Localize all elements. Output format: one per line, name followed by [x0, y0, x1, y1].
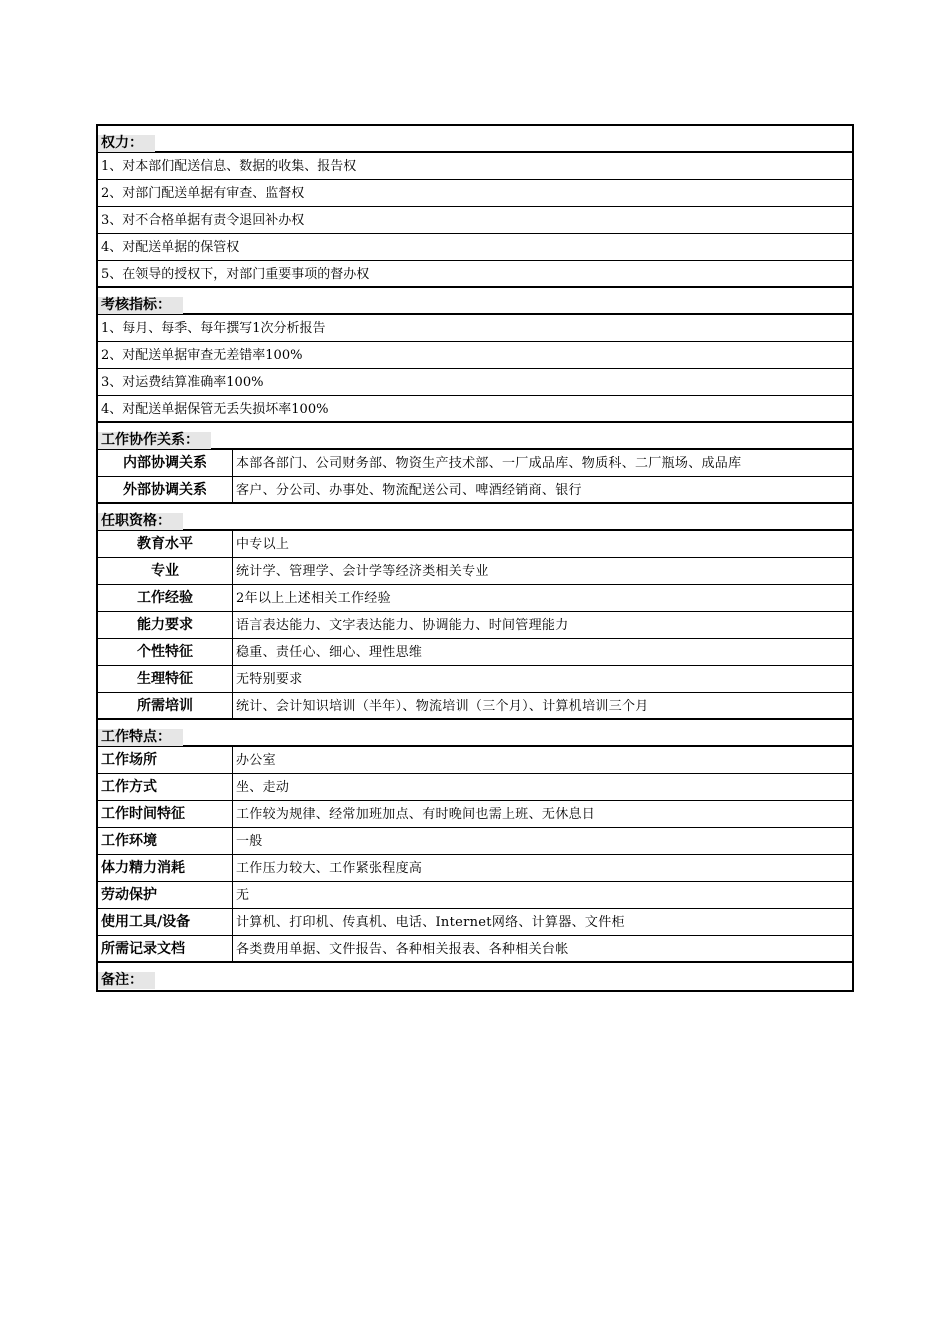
qualification-label: 生理特征: [98, 666, 233, 692]
section-notes-header: [98, 963, 852, 990]
authority-item: [98, 261, 852, 288]
feature-row: [98, 828, 852, 855]
qualification-row: [98, 531, 852, 558]
section-title: 备注：: [98, 972, 155, 989]
feature-label: 体力精力消耗: [98, 855, 233, 881]
feature-value: 工作压力较大、工作紧张程度高: [236, 861, 423, 876]
feature-value: 一般: [236, 834, 263, 849]
qualification-value: 中专以上: [236, 537, 290, 552]
authority-item-text: 3、对不合格单据有责令退回补办权: [101, 213, 305, 228]
qualification-label: 教育水平: [98, 531, 233, 557]
qualification-value: 2年以上上述相关工作经验: [236, 591, 391, 606]
feature-value: 各类费用单据、文件报告、各种相关报表、各种相关台帐: [236, 942, 569, 957]
qualification-row: [98, 612, 852, 639]
kpi-item-text: 3、对运费结算准确率100%: [101, 375, 264, 390]
qualification-value: 统计学、管理学、会计学等经济类相关专业: [236, 564, 489, 579]
qualification-row: [98, 693, 852, 720]
feature-value: 坐、走动: [236, 780, 290, 795]
qualification-label: 能力要求: [98, 612, 233, 638]
feature-row: [98, 747, 852, 774]
section-title: 任职资格：: [98, 513, 183, 530]
job-description-table: [96, 124, 854, 992]
feature-row: [98, 936, 852, 963]
feature-row: [98, 909, 852, 936]
section-title: 工作协作关系：: [98, 432, 211, 449]
feature-row: [98, 855, 852, 882]
authority-item-text: 5、在领导的授权下，对部门重要事项的督办权: [101, 267, 370, 282]
section-authority-header: [98, 126, 852, 153]
feature-value: 办公室: [236, 753, 276, 768]
qualification-label: 所需培训: [98, 693, 233, 718]
authority-item: [98, 234, 852, 261]
kpi-item: [98, 342, 852, 369]
qualification-row: [98, 585, 852, 612]
feature-value: 计算机、打印机、传真机、电话、Internet网络、计算器、文件柜: [236, 915, 625, 930]
feature-value: 无: [236, 888, 250, 903]
section-kpi-header: [98, 288, 852, 315]
authority-item-text: 1、对本部们配送信息、数据的收集、报告权: [101, 159, 357, 174]
qualification-value: 语言表达能力、文字表达能力、协调能力、时间管理能力: [236, 618, 569, 633]
qualification-label: 工作经验: [98, 585, 233, 611]
authority-item: [98, 153, 852, 180]
qualification-value: 稳重、责任心、细心、理性思维: [236, 645, 423, 660]
section-title: 考核指标：: [98, 297, 183, 314]
qualification-row: [98, 558, 852, 585]
qualification-row: [98, 666, 852, 693]
section-relations-header: [98, 423, 852, 450]
section-features-header: [98, 720, 852, 747]
feature-row: [98, 774, 852, 801]
feature-label: 所需记录文档: [98, 936, 233, 961]
section-qualifications-header: [98, 504, 852, 531]
relation-label: 外部协调关系: [98, 477, 233, 502]
authority-item-text: 2、对部门配送单据有审查、监督权: [101, 186, 305, 201]
authority-item: [98, 180, 852, 207]
relation-value: 本部各部门、公司财务部、物资生产技术部、一厂成品库、物质科、二厂瓶场、成品库: [236, 456, 742, 471]
relation-row: [98, 477, 852, 504]
section-title: 权力：: [98, 135, 155, 152]
feature-label: 工作时间特征: [98, 801, 233, 827]
feature-row: [98, 882, 852, 909]
relation-label: 内部协调关系: [98, 450, 233, 476]
authority-item: [98, 207, 852, 234]
kpi-item-text: 4、对配送单据保管无丢失损坏率100%: [101, 402, 329, 417]
kpi-item: [98, 369, 852, 396]
qualification-value: 统计、会计知识培训（半年）、物流培训（三个月）、计算机培训三个月: [236, 699, 649, 714]
feature-label: 工作环境: [98, 828, 233, 854]
relation-value: 客户、分公司、办事处、物流配送公司、啤酒经销商、银行: [236, 483, 582, 498]
feature-label: 工作方式: [98, 774, 233, 800]
kpi-item: [98, 315, 852, 342]
qualification-label: 专业: [98, 558, 233, 584]
feature-label: 劳动保护: [98, 882, 233, 908]
kpi-item-text: 2、对配送单据审查无差错率100%: [101, 348, 303, 363]
feature-row: [98, 801, 852, 828]
kpi-item-text: 1、每月、每季、每年撰写1次分析报告: [101, 321, 326, 336]
feature-label: 使用工具/设备: [98, 909, 233, 935]
qualification-label: 个性特征: [98, 639, 233, 665]
relation-row: [98, 450, 852, 477]
section-title: 工作特点：: [98, 729, 183, 746]
qualification-row: [98, 639, 852, 666]
feature-value: 工作较为规律、经常加班加点、有时晚间也需上班、无休息日: [236, 807, 596, 822]
feature-label: 工作场所: [98, 747, 233, 773]
authority-item-text: 4、对配送单据的保管权: [101, 240, 240, 255]
qualification-value: 无特别要求: [236, 672, 303, 687]
kpi-item: [98, 396, 852, 423]
